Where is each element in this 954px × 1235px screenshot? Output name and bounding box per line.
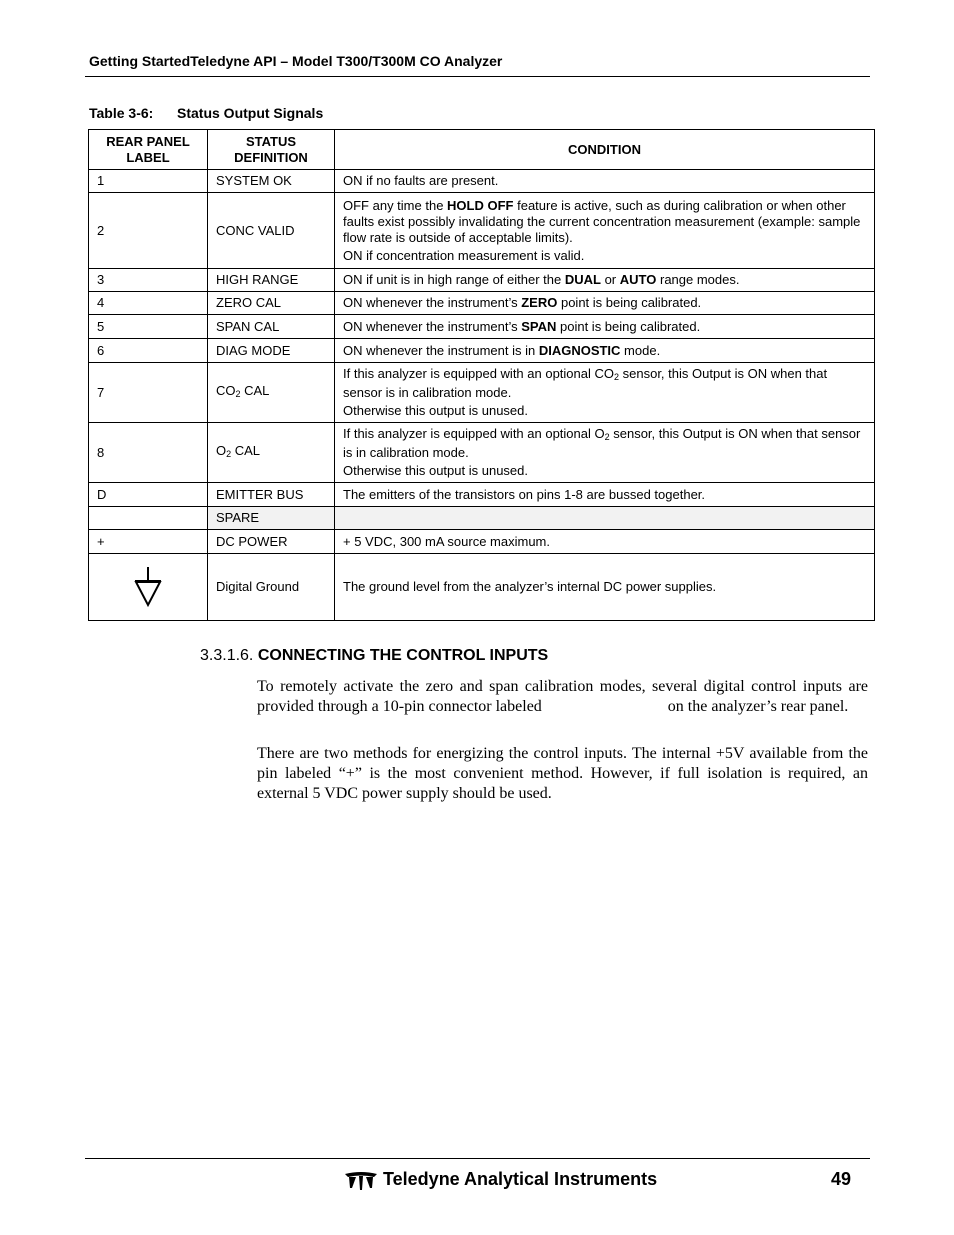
section-title: CONNECTING THE CONTROL INPUTS (257, 647, 549, 664)
row-label: 6 (89, 339, 208, 363)
table-row (89, 170, 875, 193)
teledyne-logo-icon (344, 1171, 378, 1191)
row-status: Digital Ground (208, 554, 335, 621)
row-label: 3 (89, 269, 208, 292)
table-row (89, 554, 875, 621)
section-heading (200, 647, 548, 665)
row-condition: If this analyzer is equipped with an optional $O_2$ sensor, this Output is ON when that sensor is in calibration mode. Otherwise this output is unused. (335, 423, 875, 483)
table-caption-number: Table 3-6: (89, 105, 154, 121)
row-label: 1 (89, 170, 208, 193)
row-label: 7 (89, 363, 208, 423)
table-row (89, 292, 875, 315)
table-row (89, 193, 875, 269)
row-condition: The ground level from the analyzer’s internal DC power supplies. (335, 554, 875, 621)
footer-company: Teledyne Analytical Instruments (383, 1169, 658, 1189)
row-condition: ON if unit is in high range of either the DUAL or AUTO range modes. (335, 269, 875, 292)
header-rear-panel-label: REAR PANEL LABEL (89, 130, 208, 170)
row-condition: ON whenever the instrument is in DIAGNOSTIC mode. (335, 339, 875, 363)
table-row (89, 339, 875, 363)
row-status: DIAG MODE (208, 339, 335, 363)
row-status: SYSTEM OK (208, 170, 335, 193)
table-row (89, 483, 875, 507)
row-status: DC POWER (208, 530, 335, 554)
row-status: EMITTER BUS (208, 483, 335, 507)
paragraph-methods: There are two methods for energizing the control inputs. The internal +5V available from the pin labeled “+” is the most convenient method. However, if full isolation is required, an external 5 VDC power supply should be used. (257, 745, 868, 802)
row-label (89, 554, 208, 621)
row-status: ZERO CAL (208, 292, 335, 315)
row-condition (335, 507, 875, 530)
table-header-row (89, 130, 875, 170)
table-caption (89, 105, 323, 121)
row-status: SPARE (208, 507, 335, 530)
table-row (89, 315, 875, 339)
ground-symbol-icon (132, 565, 164, 609)
row-label: D (89, 483, 208, 507)
table-row (89, 363, 875, 423)
paragraph-intro: To remotely activate the zero and span calibration modes, several digital control inputs are provided through a 10-pin connector labeled on the analyzer’s rear panel. (257, 678, 868, 715)
table-row (89, 530, 875, 554)
row-label: 4 (89, 292, 208, 315)
row-condition: If this analyzer is equipped with an optional $CO_2$ sensor, this Output is ON when that sensor is in calibration mode. Otherwise this output is unused. (335, 363, 875, 423)
table-row (89, 507, 875, 530)
row-label: 8 (89, 423, 208, 483)
footer-rule (85, 1158, 870, 1159)
row-status: CONC VALID (208, 193, 335, 269)
row-status: HIGH RANGE (208, 269, 335, 292)
row-condition: ON whenever the instrument’s SPAN point is being calibrated. (335, 315, 875, 339)
section-number: 3.3.1.6. (200, 647, 254, 664)
header-condition: CONDITION (335, 130, 875, 170)
page-number: 49 (831, 1169, 852, 1189)
row-status: SPAN CAL (208, 315, 335, 339)
row-condition: OFF any time the HOLD OFF feature is active, such as during calibration or when other faults exist possibly invalidating the current concentration measurement (example: sample flow rate is outside of acceptable limits). ON if concentration measurement is valid. (335, 193, 875, 269)
running-header: Getting StartedTeledyne API – Model T300/T300M CO Analyzer (89, 53, 503, 69)
table-row (89, 423, 875, 483)
header-rule (85, 76, 870, 77)
header-status-definition: STATUS DEFINITION (208, 130, 335, 170)
row-label: 2 (89, 193, 208, 269)
row-label (89, 507, 208, 530)
row-label: + (89, 530, 208, 554)
row-condition: + 5 VDC, 300 mA source maximum. (335, 530, 875, 554)
row-condition: ON whenever the instrument’s ZERO point is being calibrated. (335, 292, 875, 315)
table-row (89, 269, 875, 292)
row-status: $O_2$ CAL (208, 423, 335, 483)
row-condition: ON if no faults are present. (335, 170, 875, 193)
row-status: $CO_2$ CAL (208, 363, 335, 423)
row-label: 5 (89, 315, 208, 339)
row-condition: The emitters of the transistors on pins 1-8 are bussed together. (335, 483, 875, 507)
table-caption-title: Status Output Signals (177, 105, 324, 121)
status-output-signals-table (88, 129, 875, 621)
